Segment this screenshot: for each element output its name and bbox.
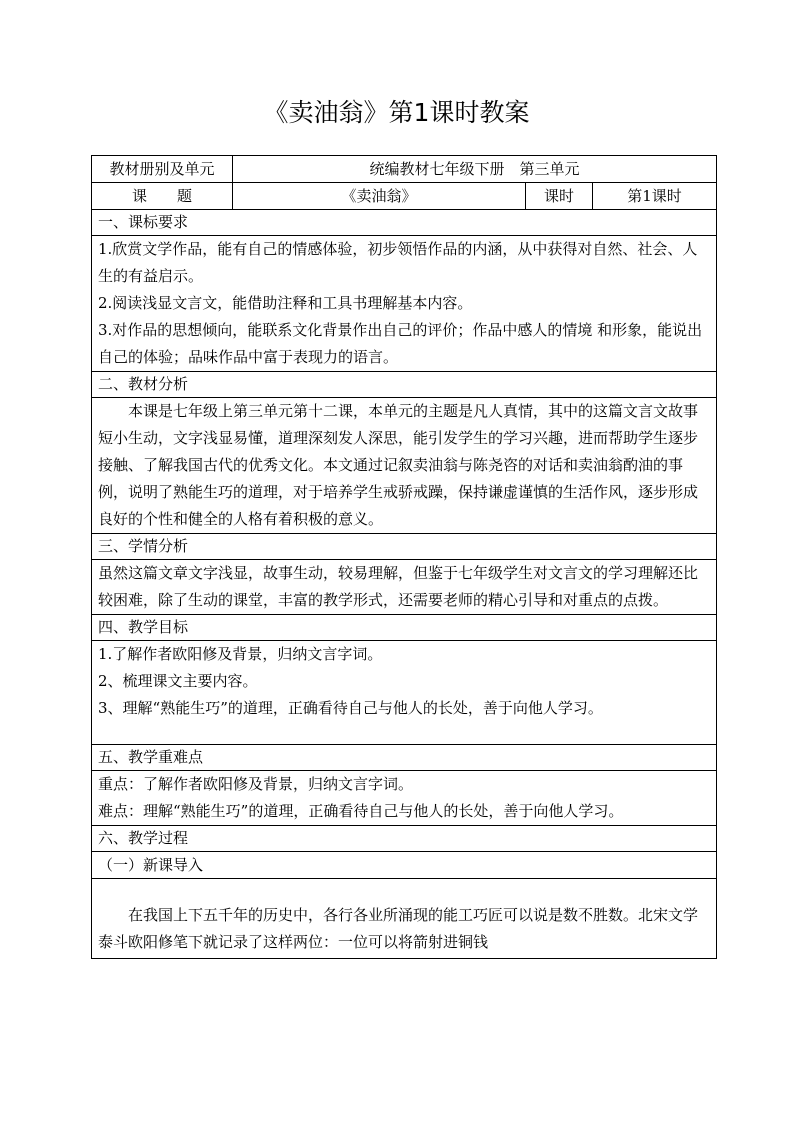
topic-label: 课 题 xyxy=(92,183,233,210)
section-body-goals xyxy=(92,641,717,745)
book-row xyxy=(92,156,717,183)
goal-item: 1.了解作者欧阳修及背景，归纳文言字词。 xyxy=(98,645,383,663)
curriculum-item: 1.欣赏文学作品，能有自己的情感体验，初步领悟作品的内涵，从中获得对自然、社会、人生的有益启示。 xyxy=(98,240,698,285)
section-body-textbook xyxy=(92,398,717,534)
section-heading-textbook: 二、教材分析 xyxy=(92,372,717,398)
document-title: 《卖油翁》第1课时教案 xyxy=(263,98,530,127)
student-analysis-text: 虽然这篇文章文字浅显，故事生动，较易理解，但鉴于七年级学生对文言文的学习理解还比较困难，除了生动的课堂，丰富的教学形式，还需要老师的精心引导和对重点的点拨。 xyxy=(98,564,699,609)
key-point: 重点：了解作者欧阳修及背景，归纳文言字词。 xyxy=(98,775,414,793)
difficult-point: 难点：理解“熟能生巧”的道理，正确看待自己与他人的长处，善于向他人学习。 xyxy=(98,802,624,820)
topic-value: 《卖油翁》 xyxy=(233,183,526,210)
section-heading-process: 六、教学过程 xyxy=(92,826,717,852)
goal-item: 2、梳理课文主要内容。 xyxy=(98,672,258,690)
goal-item: 3、理解“熟能生巧”的道理，正确看待自己与他人的长处，善于向他人学习。 xyxy=(98,699,603,717)
section-body-process xyxy=(92,879,717,959)
curriculum-item: 3.对作品的思想倾向，能联系文化背景作出自己的评价；作品中感人的情境 和形象，能说出自己的体验；品味作品中富于表现力的语言。 xyxy=(98,321,703,366)
section-body-keypoints xyxy=(92,771,717,826)
process-subheading: （一）新课导入 xyxy=(92,852,717,879)
curriculum-item: 2.阅读浅显文言文，能借助注释和工具书理解基本内容。 xyxy=(98,294,473,312)
lesson-plan-table xyxy=(91,155,717,959)
process-intro-text: 在我国上下五千年的历史中，各行各业所涌现的能工巧匠可以说是数不胜数。北宋文学泰斗欧阳修笔下就记录了这样两位：一位可以将箭射进铜钱 xyxy=(98,906,699,951)
section-heading-curriculum: 一、课标要求 xyxy=(92,210,717,236)
section-body-students xyxy=(92,560,717,615)
textbook-analysis-text: 本课是七年级上第三单元第十二课，本单元的主题是凡人真情，其中的这篇文言文故事短小生动，文字浅显易懂，道理深刻发人深思，能引发学生的学习兴趣，进而帮助学生逐步接触、了解我国古代的优秀文化。本文通过记叙卖油翁与陈尧咨的对话和卖油翁酌油的事例，说明了熟能生巧的道理，对于培养学生戒骄戒躁，保持谦虚谨慎的生活作风，逐步形成良好的个性和健全的人格有着积极的意义。 xyxy=(98,402,699,528)
section-body-curriculum xyxy=(92,236,717,372)
section-heading-keypoints: 五、教学重难点 xyxy=(92,745,717,771)
period-label: 课时 xyxy=(526,183,593,210)
section-heading-students: 三、学情分析 xyxy=(92,534,717,560)
book-value: 统编教材七年级下册 第三单元 xyxy=(233,156,717,183)
period-value: 第1课时 xyxy=(593,183,717,210)
section-heading-goals: 四、教学目标 xyxy=(92,615,717,641)
topic-row xyxy=(92,183,717,210)
book-label: 教材册别及单元 xyxy=(92,156,233,183)
